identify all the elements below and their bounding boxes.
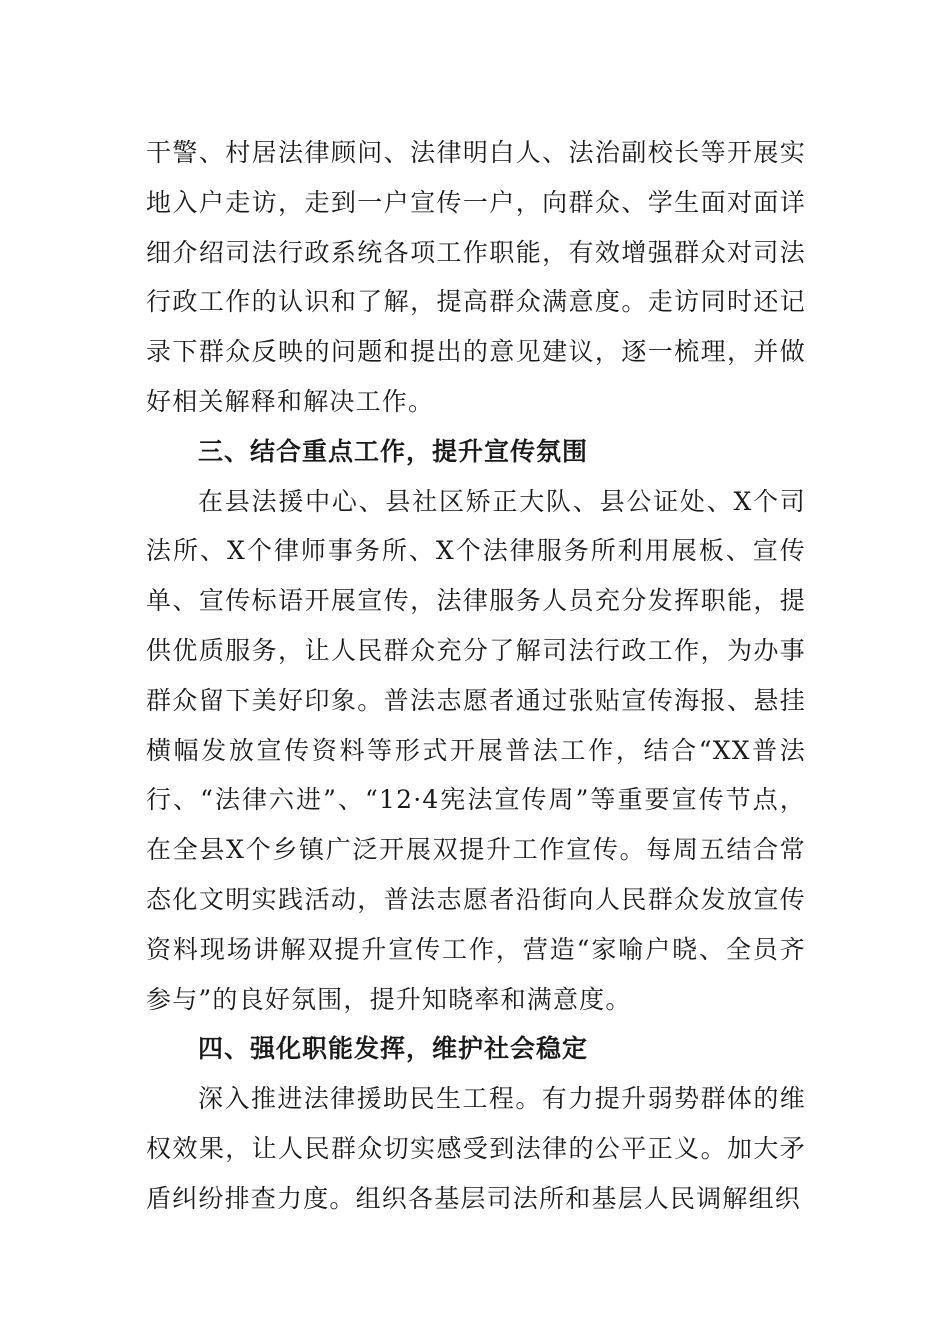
paragraph-legal-aid: 深入推进法律援助民生工程。有力提升弱势群体的维权效果，让人民群众切实感受到法律的公平正义。加大矛盾纠纷排查力度。组织各基层司法所和基层人民调解组织 (146, 1084, 806, 1213)
paragraph-publicity: 在县法援中心、县社区矫正大队、县公证处、X个司法所、X个律师事务所、X个法律服务所利用展板、宣传单、宣传标语开展宣传，法律服务人员充分发挥职能，提供优质服务，让人民群众充分了解司法行政工作，为办事群众留下美好印象。普法志愿者通过张贴宣传海报、悬挂横幅发放宣传资料等形式开展普法工作，结合“XX普法行、“法律六进”、“12·4宪法宣传周”等重要宣传节点，在全县X个乡镇广泛开展双提升工作宣传。每周五结合常态化文明实践活动，普法志愿者沿街向人民群众发放宣传资料现场讲解双提升宣传工作，营造“家喻户晓、全员齐参与”的良好氛围，提升知晓率和满意度。 (146, 486, 806, 1014)
section-heading-four: 四、强化职能发挥，维护社会稳定 (198, 1034, 589, 1064)
section-heading-three: 三、结合重点工作，提升宣传氛围 (198, 436, 589, 466)
paragraph-home-visits: 干警、村居法律顾问、法律明白人、法治副校长等开展实地入户走访，走到一户宣传一户，向群众、学生面对面详细介绍司法行政系统各项工作职能，有效增强群众对司法行政工作的认识和了解，提高群众满意度。走访同时还记录下群众反映的问题和提出的意见建议，逐一梳理，并做好相关解释和解决工作。 (146, 138, 806, 416)
document-body (146, 128, 806, 1224)
